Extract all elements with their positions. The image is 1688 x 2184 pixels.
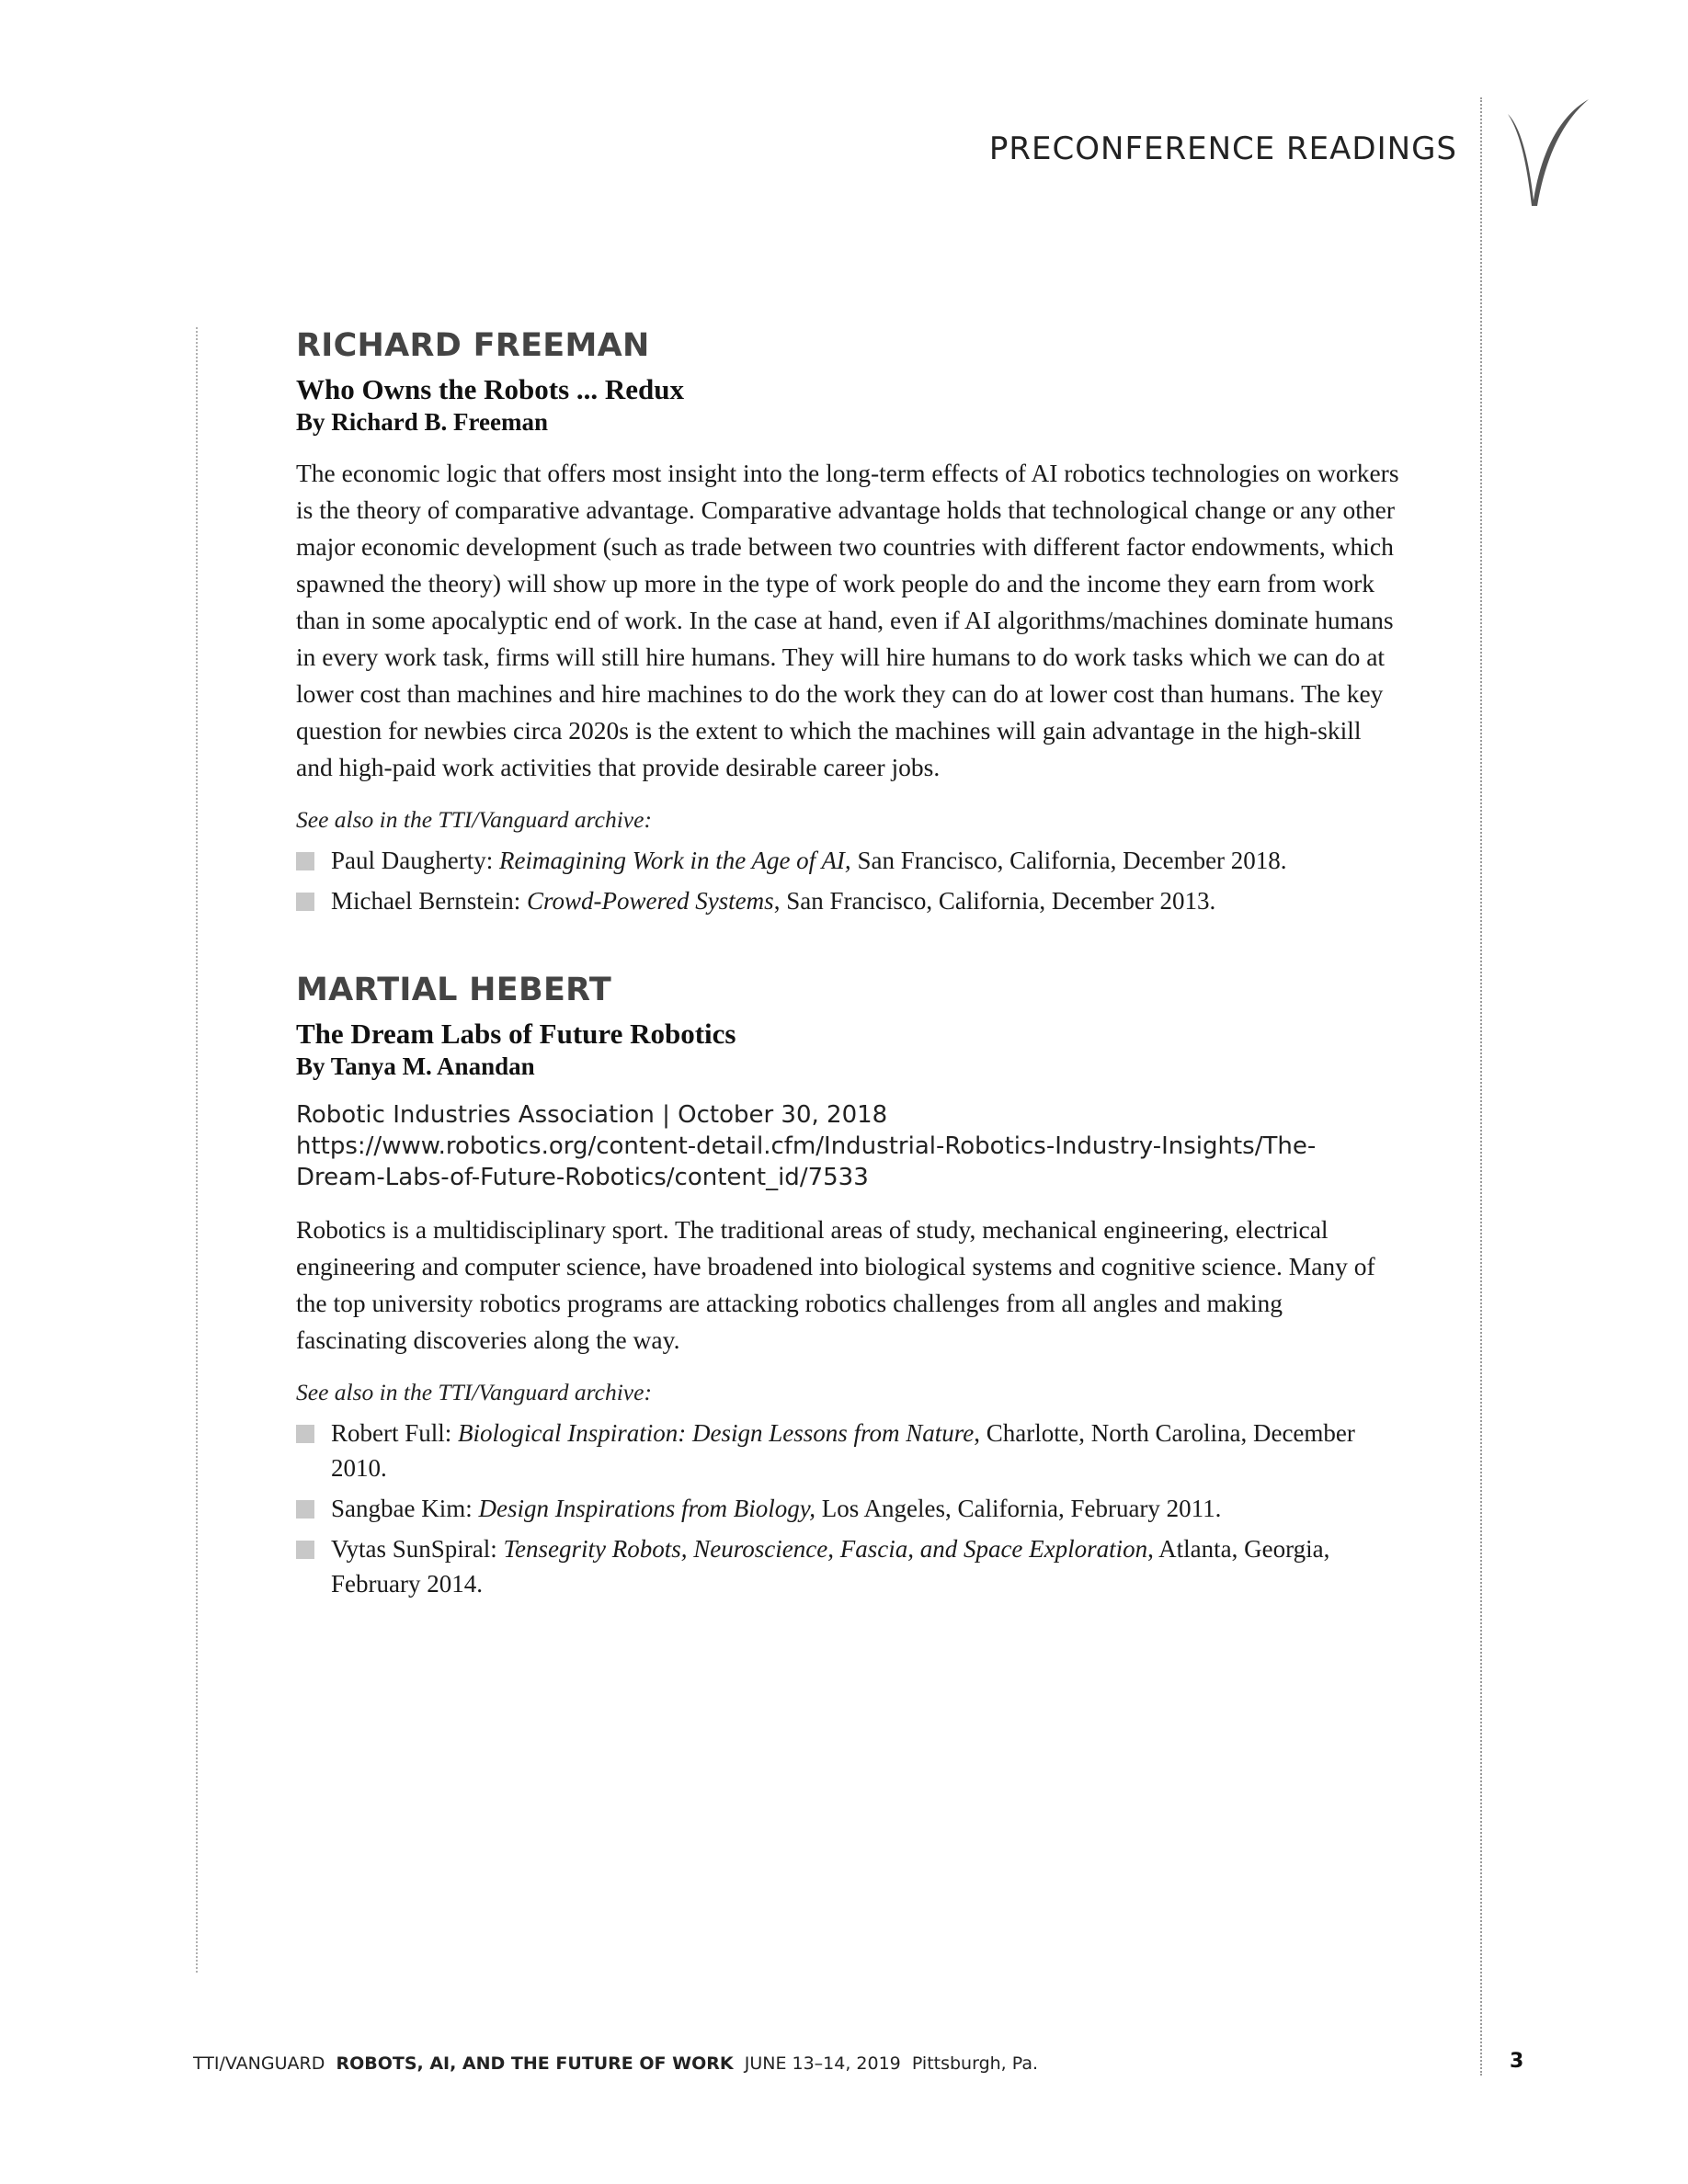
archive-reference-item <box>296 1491 1399 1526</box>
ref-work-title: Design Inspirations from Biology, <box>478 1495 815 1522</box>
footer-event: ROBOTS, AI, AND THE FUTURE OF WORK <box>336 2053 734 2074</box>
vanguard-logo-icon <box>1506 97 1593 208</box>
ref-work-title: Biological Inspiration: Design Lessons from Nature <box>458 1419 975 1447</box>
see-also-label: See also in the TTI/Vanguard archive: <box>296 1379 652 1405</box>
ref-details: Los Angeles, California, February 2011. <box>815 1495 1222 1522</box>
article-summary: Robotics is a multidisciplinary sport. The traditional areas of study, mechanical engineering, electrical engineering and computer science, have broadened into biological systems and cognitive science. Many of the top university robotics programs are attacking robotics challenges from all angles and making fascinating discoveries along the way. <box>296 1215 1375 1354</box>
article-title: The Dream Labs of Future Robotics <box>296 1018 736 1050</box>
page-number: 3 <box>1510 2050 1524 2073</box>
square-bullet-icon <box>296 893 314 911</box>
ref-work-title: Crowd-Powered Systems <box>526 887 774 915</box>
speaker-name: MARTIAL HEBERT <box>296 972 612 1008</box>
ref-author: Robert Full: <box>331 1419 459 1447</box>
article-source <box>296 1099 1399 1193</box>
section-martial-hebert <box>296 972 1399 1601</box>
ref-details: , Charlotte, North Carolina, December 2010. <box>331 1419 1355 1482</box>
ref-work-title: Reimagining Work in the Age of AI, <box>498 847 851 874</box>
ref-work-title: Tensegrity Robots, Neuroscience, Fascia, and Space Exploration <box>503 1535 1148 1563</box>
ref-author: Michael Bernstein: <box>331 887 527 915</box>
ref-author: Vytas SunSpiral: <box>331 1535 504 1563</box>
footer-dates: JUNE 13–14, 2019 <box>744 2053 901 2074</box>
ref-details: San Francisco, California, December 2018. <box>850 847 1287 874</box>
archive-reference-list <box>296 1416 1399 1601</box>
right-margin-rule <box>1480 97 1482 2076</box>
archive-reference-item <box>296 843 1399 878</box>
ref-author: Paul Daugherty: <box>331 847 499 874</box>
article-byline: By Tanya M. Anandan <box>296 1052 535 1080</box>
page-header-title: PRECONFERENCE READINGS <box>988 131 1457 167</box>
archive-reference-item <box>296 1531 1399 1601</box>
footer-location: Pittsburgh, Pa. <box>911 2053 1039 2074</box>
archive-reference-list <box>296 843 1399 918</box>
article-byline: By Richard B. Freeman <box>296 408 548 436</box>
speaker-name: RICHARD FREEMAN <box>296 327 650 364</box>
article-summary: The economic logic that offers most insight into the long-term effects of AI robotics technologies on workers is the theory of comparative advantage. Comparative advantage holds that technological change or any other major economic development (such as trade between two countries with different factor endowments, which spawned the theory) will show up more in the type of work people do and the income they earn from work than in some apocalyptic end of work. In the case at hand, even if AI algorithms/machines dominate humans in every work task, firms will still hire humans. They will hire humans to do work tasks which we can do at lower cost than machines and hire machines to do the work they can do at lower cost than humans. The key question for newbies circa 2020s is the extent to which the machines will gain advantage in the high-skill and high-paid work activities that provide desirable career jobs. <box>296 459 1399 781</box>
square-bullet-icon <box>296 852 314 870</box>
ref-details: , San Francisco, California, December 2013. <box>773 887 1216 915</box>
ref-author: Sangbae Kim: <box>331 1495 479 1522</box>
left-margin-rule <box>196 327 198 1973</box>
square-bullet-icon <box>296 1500 314 1519</box>
ref-details: , Atlanta, Georgia, February 2014. <box>331 1535 1330 1598</box>
section-richard-freeman <box>296 327 1399 918</box>
source-url-line-1: https://www.robotics.org/content-detail.cfm/Industrial-Robotics-Industry-Insights/The- <box>296 1132 1317 1160</box>
page-content <box>296 327 1399 1607</box>
archive-reference-item <box>296 1416 1399 1485</box>
source-url-line-2: Dream-Labs-of-Future-Robotics/content_id/7533 <box>296 1164 869 1191</box>
see-also-label: See also in the TTI/Vanguard archive: <box>296 806 652 833</box>
square-bullet-icon <box>296 1541 314 1559</box>
article-title: Who Owns the Robots ... Redux <box>296 373 685 405</box>
footer-org: TTI/VANGUARD <box>193 2053 325 2074</box>
page-footer <box>193 2053 1038 2074</box>
source-publication-line: Robotic Industries Association | October 30, 2018 <box>296 1101 888 1129</box>
square-bullet-icon <box>296 1425 314 1443</box>
archive-reference-item <box>296 883 1399 918</box>
